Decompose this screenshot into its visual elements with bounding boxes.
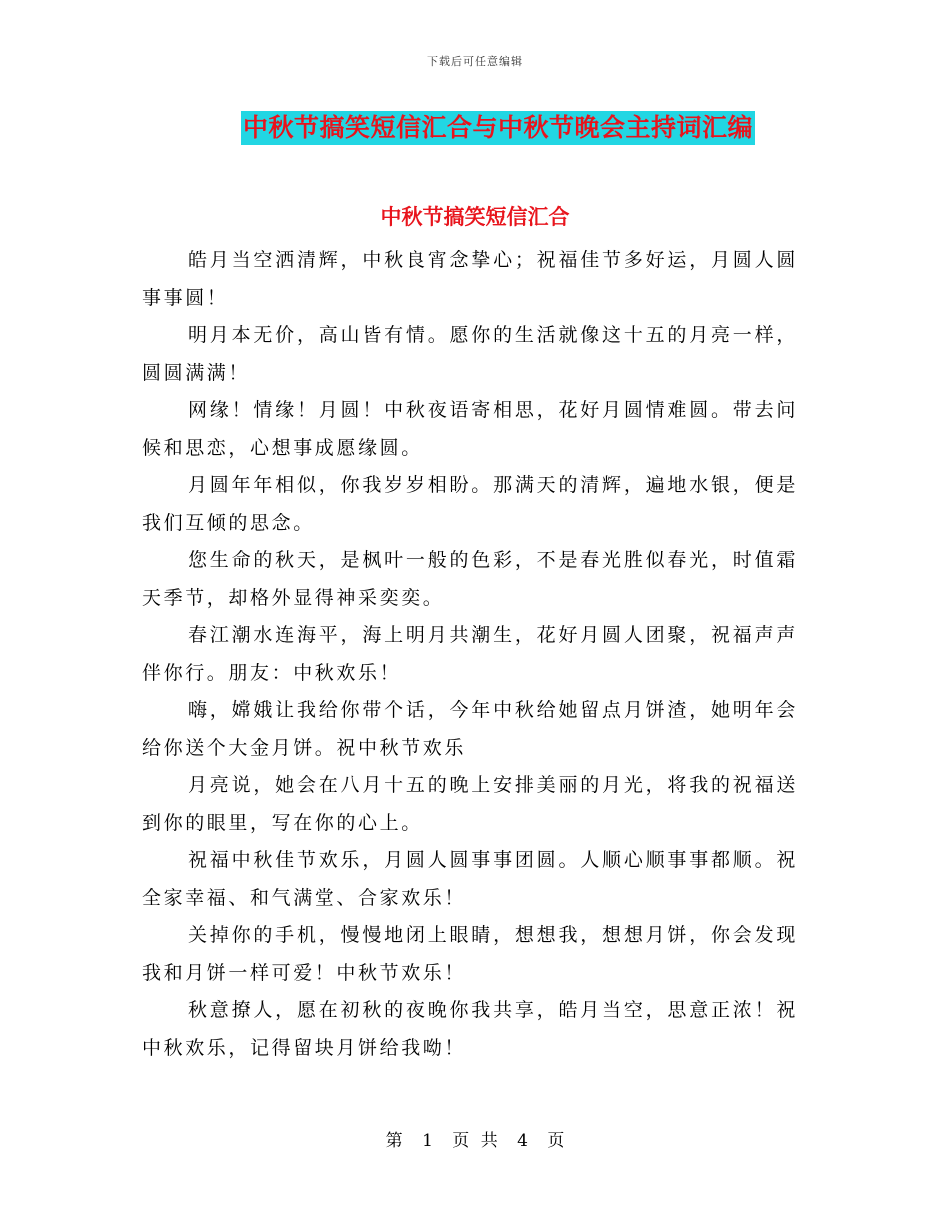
paragraph: 秋意撩人，愿在初秋的夜晚你我共享，皓月当空，思意正浓！祝中秋欢乐，记得留块月饼给我呦！ bbox=[142, 999, 798, 1059]
document-title-container bbox=[0, 111, 950, 145]
paragraph: 祝福中秋佳节欢乐，月圆人圆事事团圆。人顺心顺事事都顺。祝全家幸福、和气满堂、合家欢乐！ bbox=[142, 849, 798, 909]
document-title: 中秋节搞笑短信汇合与中秋节晚会主持词汇编 bbox=[241, 111, 755, 145]
page-mid: 页 共 bbox=[452, 1131, 498, 1151]
page-suffix: 页 bbox=[547, 1131, 565, 1151]
page-footer bbox=[0, 1126, 950, 1151]
section-title: 中秋节搞笑短信汇合 bbox=[380, 204, 570, 229]
paragraph: 网缘！情缘！月圆！中秋夜语寄相思，花好月圆情难圆。带去问候和思恋，心想事成愿缘圆。 bbox=[142, 399, 798, 459]
page-number: 1 bbox=[422, 1131, 433, 1151]
paragraph: 您生命的秋天，是枫叶一般的色彩，不是春光胜似春光，时值霜天季节，却格外显得神采奕奕。 bbox=[142, 549, 798, 609]
page-header-note: 下载后可任意编辑 bbox=[427, 55, 523, 68]
paragraph: 嗨，嫦娥让我给你带个话，今年中秋给她留点月饼渣，她明年会给你送个大金月饼。祝中秋节欢乐 bbox=[142, 699, 798, 759]
paragraph: 关掉你的手机，慢慢地闭上眼睛，想想我，想想月饼，你会发现我和月饼一样可爱！中秋节欢乐！ bbox=[142, 924, 798, 984]
page-prefix: 第 bbox=[385, 1131, 403, 1151]
paragraph: 明月本无价，高山皆有情。愿你的生活就像这十五的月亮一样，圆圆满满！ bbox=[142, 324, 798, 384]
paragraph: 春江潮水连海平，海上明月共潮生，花好月圆人团聚，祝福声声伴你行。朋友：中秋欢乐！ bbox=[142, 624, 798, 684]
paragraph: 皓月当空洒清辉，中秋良宵念挚心；祝福佳节多好运，月圆人圆事事圆！ bbox=[142, 249, 798, 309]
document-body bbox=[142, 242, 798, 1067]
paragraph: 月亮说，她会在八月十五的晚上安排美丽的月光，将我的祝福送到你的眼里，写在你的心上。 bbox=[142, 774, 798, 834]
page-total: 4 bbox=[517, 1131, 528, 1151]
paragraph: 月圆年年相似，你我岁岁相盼。那满天的清辉，遍地水银，便是我们互倾的思念。 bbox=[142, 474, 798, 534]
